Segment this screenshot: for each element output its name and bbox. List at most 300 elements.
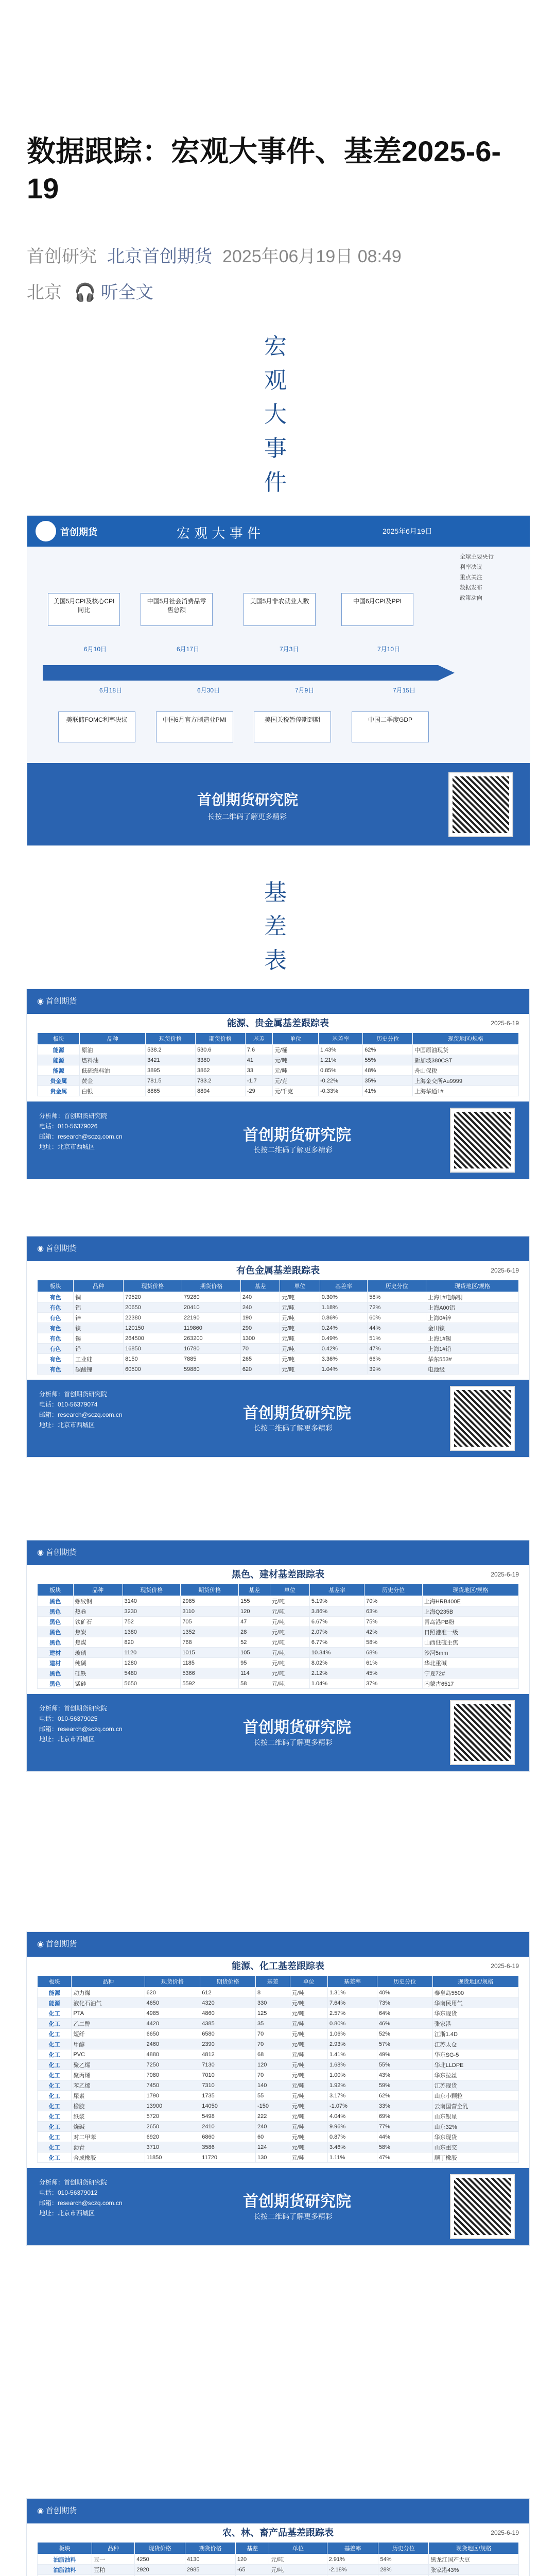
column-header: 板块 (38, 1976, 72, 1988)
column-header: 单位 (290, 1976, 327, 1988)
table-cell: 低硫燃料油 (80, 1065, 146, 1076)
table-cell: 1.68% (328, 2060, 377, 2070)
table-date: 2025-6-19 (491, 1267, 519, 1274)
table-cell: 宁夏72# (422, 1668, 518, 1679)
table-cell: 元/吨 (290, 2039, 327, 2049)
table-cell: 有色 (38, 1292, 74, 1302)
table-cell: 锌 (74, 1313, 124, 1323)
table-cell: 黑色 (38, 1596, 74, 1606)
table-cell: 2.12% (309, 1668, 364, 1679)
table-cell: 783.2 (195, 1076, 245, 1086)
table-cell: 铁矿石 (73, 1617, 123, 1627)
table-title: 农、林、畜产品基差跟踪表 2025-6-19 (27, 2523, 529, 2542)
table-row (38, 1354, 519, 1364)
table-cell: 55% (363, 1055, 413, 1065)
table-cell: 4420 (145, 2019, 200, 2029)
table-cell: 元/吨 (290, 2142, 327, 2153)
table-cell: 纯碱 (73, 1658, 123, 1668)
table-cell: 元/吨 (290, 2153, 327, 2163)
event-date: 6月10日 (84, 646, 107, 653)
table-row (38, 1055, 519, 1065)
table-cell: 1790 (145, 2091, 200, 2101)
table-cell: 263200 (182, 1333, 240, 1344)
table-cell: 能源 (38, 1045, 80, 1055)
table-cell: 2650 (145, 2122, 200, 2132)
table-cell: 1.41% (328, 2049, 377, 2060)
table-footer (27, 2168, 529, 2245)
qr-code (451, 1109, 514, 1172)
table-cell: 元/吨 (280, 1292, 320, 1302)
table-cell: 48% (363, 1065, 413, 1076)
column-header: 基差率 (319, 1033, 363, 1045)
table-cell: 0.80% (328, 2019, 377, 2029)
table-cell: 乙二醇 (72, 2019, 145, 2029)
side-note: 全球主要央行 (460, 554, 494, 560)
table-cell: 化工 (38, 2101, 72, 2111)
table-cell: 42% (364, 1627, 423, 1637)
table-row (38, 2049, 519, 2060)
table-cell: 8.02% (309, 1658, 364, 1668)
table-header-bar: ◉ 首创期货 (27, 1540, 529, 1565)
table-title: 有色金属基差跟踪表 2025-6-19 (27, 1261, 529, 1280)
side-note: 利率决议 (460, 564, 482, 570)
table-cell: 元/千克 (273, 1086, 319, 1096)
event-date: 7月15日 (393, 687, 416, 694)
table-cell: 1.43% (319, 1045, 363, 1055)
table-cell: 元/吨 (270, 1679, 309, 1689)
table-cell: 155 (239, 1596, 270, 1606)
table-cell: 华东SG-5 (432, 2049, 518, 2060)
table-cell: 化工 (38, 2142, 72, 2153)
table-cell: 日照港准一级 (422, 1627, 518, 1637)
table-cell: 元/克 (273, 1076, 319, 1086)
table-row (38, 2019, 519, 2029)
table-cell: 镍 (74, 1323, 124, 1333)
table-cell: 265 (240, 1354, 280, 1364)
table-cell: 8150 (124, 1354, 182, 1364)
table-cell: 20410 (182, 1302, 240, 1313)
table-cell: 元/吨 (290, 2008, 327, 2019)
brand-logo-icon: ◉ (37, 1244, 46, 1253)
table-cell: 3380 (195, 1055, 245, 1065)
table-cell: 张家港43% (429, 2565, 519, 2575)
table-cell: 元/吨 (270, 1637, 309, 1648)
table-row (38, 1596, 519, 1606)
table-cell: 7010 (200, 2070, 256, 2080)
location: 北京 (27, 283, 62, 302)
table-cell: 山东银星 (432, 2111, 518, 2122)
column-header: 板块 (38, 1280, 74, 1292)
table-cell: 元/吨 (290, 2101, 327, 2111)
table-cell: 35% (363, 1076, 413, 1086)
table-cell: 7080 (145, 2070, 200, 2080)
table-cell: 尿素 (72, 2091, 145, 2101)
table-cell: 130 (255, 2153, 290, 2163)
table-cell: 华东现货 (432, 2132, 518, 2142)
table-cell: 1.11% (328, 2153, 377, 2163)
table-cell: 70 (255, 2070, 290, 2080)
table-cell: 燃料油 (80, 1055, 146, 1065)
macro-infographic (27, 515, 530, 846)
basis-table-energy-precious (27, 989, 529, 1179)
table-cell: 橡胶 (72, 2101, 145, 2111)
table-cell: 黑色 (38, 1679, 74, 1689)
table-cell: 5498 (200, 2111, 256, 2122)
headphones-icon: 🎧 (74, 283, 96, 302)
column-header: 单位 (273, 1033, 319, 1045)
table-cell: 52% (377, 2029, 432, 2039)
qr-code (451, 1387, 514, 1450)
table-cell: 70 (240, 1344, 280, 1354)
table-row (38, 1668, 519, 1679)
table-cell: 1.06% (328, 2029, 377, 2039)
table-cell: 黑色 (38, 1617, 74, 1627)
column-header: 基差率 (320, 1280, 368, 1292)
table-cell: 120 (239, 1606, 270, 1617)
table-row (38, 2554, 519, 2565)
table-cell: 820 (123, 1637, 181, 1648)
table-header-bar: ◉ 首创期货 (27, 1236, 529, 1261)
table-cell: 江苏太仓 (432, 2039, 518, 2049)
table-cell: 上海1#电解铜 (426, 1292, 519, 1302)
table-cell: 1735 (200, 2091, 256, 2101)
table-cell: 0.87% (328, 2132, 377, 2142)
table-cell: 有色 (38, 1344, 74, 1354)
table-cell: 油脂油料 (38, 2565, 92, 2575)
table-cell: 5480 (123, 1668, 181, 1679)
table-cell: 530.6 (195, 1045, 245, 1055)
table-cell: 6920 (145, 2132, 200, 2142)
table-cell: 66% (368, 1354, 426, 1364)
side-note: 政策动向 (460, 595, 482, 601)
table-cell: 铜 (74, 1292, 124, 1302)
table-row (38, 1313, 519, 1323)
table-cell: -29 (245, 1086, 273, 1096)
table-cell: 黑龙江国产大豆 (429, 2554, 519, 2565)
column-header: 历史分位 (363, 1033, 413, 1045)
table-cell: 64% (377, 2008, 432, 2019)
column-header: 现货地区/规格 (413, 1033, 519, 1045)
column-header: 现货价格 (135, 2543, 185, 2554)
table-cell: 43% (377, 2070, 432, 2080)
table-cell: 140 (255, 2080, 290, 2091)
macro-header (27, 516, 530, 547)
table-cell: 47% (377, 2153, 432, 2163)
table-cell: 短纤 (72, 2029, 145, 2039)
table-cell: 4812 (200, 2049, 256, 2060)
table-row (38, 2029, 519, 2039)
table-cell: 7.6 (245, 1045, 273, 1055)
table-cell: 化工 (38, 2091, 72, 2101)
table-cell: 0.49% (320, 1333, 368, 1344)
table-cell: 锡 (74, 1333, 124, 1344)
footer-brand: 首创期货研究院 (243, 1719, 351, 1736)
column-header: 板块 (38, 1584, 74, 1596)
brand-logo-icon: ◉ (37, 2506, 46, 2515)
table-cell: PTA (72, 2008, 145, 2019)
table-cell: 60 (255, 2132, 290, 2142)
table-cell: 2920 (135, 2565, 185, 2575)
table-cell: 焦炭 (73, 1627, 123, 1637)
table-cell: 47% (368, 1344, 426, 1354)
table-cell: 8865 (146, 1086, 196, 1096)
column-header: 期货价格 (200, 1976, 256, 1988)
basis-grid (37, 1584, 519, 1689)
table-cell: 222 (255, 2111, 290, 2122)
macro-footer-brand: 首创期货研究院 (197, 792, 299, 808)
event-box: 中国5月社会消费品零售总额 (141, 593, 213, 626)
table-cell: 8 (255, 1988, 290, 1998)
table-cell: 贵金属 (38, 1076, 80, 1086)
table-row (38, 1617, 519, 1627)
footer-sub: 长按二维码了解更多精彩 (253, 2212, 333, 2221)
table-cell: 60% (368, 1313, 426, 1323)
table-cell: 黑色 (38, 1668, 74, 1679)
table-cell: 4250 (135, 2554, 185, 2565)
table-row (38, 1045, 519, 1055)
table-cell: 华南民用气 (432, 1998, 518, 2008)
column-header: 基差率 (328, 1976, 377, 1988)
table-cell: 中国原油现货 (413, 1045, 519, 1055)
table-cell: 元/吨 (280, 1344, 320, 1354)
table-cell: 1380 (123, 1627, 181, 1637)
table-cell: 元/吨 (280, 1302, 320, 1313)
event-date: 6月17日 (177, 646, 200, 653)
table-cell: 69% (377, 2111, 432, 2122)
table-cell: 7.64% (328, 1998, 377, 2008)
table-cell: 3.46% (328, 2142, 377, 2153)
table-row (38, 1292, 519, 1302)
event-box: 中国6月CPI及PPI (341, 593, 413, 626)
table-cell: 5720 (145, 2111, 200, 2122)
table-cell: 63% (364, 1606, 423, 1617)
timeline-arrow (43, 665, 455, 681)
table-cell: 58% (364, 1637, 423, 1648)
table-row (38, 1076, 519, 1086)
table-cell: 75% (364, 1617, 423, 1627)
table-cell: 化工 (38, 2070, 72, 2080)
table-cell: 11720 (200, 2153, 256, 2163)
table-row (38, 2080, 519, 2091)
article-location-row (27, 278, 153, 303)
table-row (38, 1627, 519, 1637)
column-header: 基差 (235, 2543, 269, 2554)
column-header: 现货地区/规格 (422, 1584, 518, 1596)
table-cell: 0.42% (320, 1344, 368, 1354)
table-cell: 1300 (240, 1333, 280, 1344)
table-row (38, 1086, 519, 1096)
table-cell: 元/吨 (270, 1668, 309, 1679)
table-cell: 华东拉丝 (432, 2070, 518, 2080)
table-cell: 6.77% (309, 1637, 364, 1648)
table-cell: 元/桶 (273, 1045, 319, 1055)
table-cell: 264500 (124, 1333, 182, 1344)
table-cell: 7310 (200, 2080, 256, 2091)
table-cell: 55 (255, 2091, 290, 2101)
table-date: 2025-6-19 (491, 1571, 519, 1578)
event-box: 中国二季度GDP (352, 711, 429, 742)
table-cell: 114 (239, 1668, 270, 1679)
table-cell: 元/吨 (270, 1627, 309, 1637)
table-cell: 55% (377, 2060, 432, 2070)
table-cell: 热卷 (73, 1606, 123, 1617)
table-cell: 37% (364, 1679, 423, 1689)
table-cell: 元/吨 (280, 1364, 320, 1375)
table-cell: 120 (235, 2554, 269, 2565)
table-cell: 金川镍 (426, 1323, 519, 1333)
table-cell: 1120 (123, 1648, 181, 1658)
table-cell: 8894 (195, 1086, 245, 1096)
table-cell: 化工 (38, 2111, 72, 2122)
table-cell: 35 (255, 2019, 290, 2029)
table-cell: 1.21% (319, 1055, 363, 1065)
table-cell: 铅 (74, 1344, 124, 1354)
table-cell: 290 (240, 1323, 280, 1333)
table-cell: 华东现货 (432, 2008, 518, 2019)
table-cell: 玻璃 (73, 1648, 123, 1658)
table-cell: 4320 (200, 1998, 256, 2008)
column-header: 现货地区/规格 (432, 1976, 518, 1988)
table-cell: 元/吨 (290, 2060, 327, 2070)
table-cell: 240 (240, 1302, 280, 1313)
table-cell: 上海0#锌 (426, 1313, 519, 1323)
table-cell: 黑色 (38, 1606, 74, 1617)
table-cell: 3110 (181, 1606, 239, 1617)
table-cell: 动力煤 (72, 1988, 145, 1998)
table-cell: 22190 (182, 1313, 240, 1323)
footer-sub: 长按二维码了解更多精彩 (253, 1146, 333, 1154)
table-cell: 0.86% (320, 1313, 368, 1323)
column-header: 现货价格 (124, 1280, 182, 1292)
table-cell: 46% (377, 2019, 432, 2029)
table-cell: 7450 (145, 2080, 200, 2091)
table-cell: 元/吨 (273, 1065, 319, 1076)
table-row (38, 2060, 519, 2070)
table-row (38, 1333, 519, 1344)
table-row (38, 1998, 519, 2008)
table-cell: -150 (255, 2101, 290, 2111)
column-header: 现货价格 (123, 1584, 181, 1596)
column-header: 现货价格 (146, 1033, 196, 1045)
column-header: 现货地区/规格 (426, 1280, 519, 1292)
article-title: 数据跟踪：宏观大事件、基差2025-6-19 (27, 135, 501, 205)
table-row (38, 1679, 519, 1689)
table-cell: 元/吨 (290, 2029, 327, 2039)
table-cell: 620 (145, 1988, 200, 1998)
table-cell: 2.91% (327, 2554, 378, 2565)
table-cell: 元/吨 (280, 1323, 320, 1333)
table-cell: 贵金属 (38, 1086, 80, 1096)
table-cell: 6580 (200, 2029, 256, 2039)
table-cell: 59880 (182, 1364, 240, 1375)
table-row (38, 1364, 519, 1375)
table-cell: 3862 (195, 1065, 245, 1076)
table-row (38, 2070, 519, 2080)
listen-button[interactable]: 🎧 听全文 (74, 283, 153, 302)
table-cell: 1015 (181, 1648, 239, 1658)
table-cell: 1.31% (328, 1988, 377, 1998)
table-cell: 62% (377, 2091, 432, 2101)
contact-info: 分析师：首创期货研究院 电话：010-56379025 邮箱：research@sczq.com.cn 地址：北京市西城区 (39, 1705, 123, 1743)
table-cell: 山东32% (432, 2122, 518, 2132)
table-cell: 液化石油气 (72, 1998, 145, 2008)
brand-logo-icon (36, 521, 56, 541)
event-date: 7月10日 (377, 646, 401, 653)
macro-footer (27, 763, 530, 845)
table-cell: 59% (377, 2080, 432, 2091)
table-cell: 甲醇 (72, 2039, 145, 2049)
table-cell: 0.85% (319, 1065, 363, 1076)
table-cell: 120150 (124, 1323, 182, 1333)
column-header: 品种 (80, 1033, 146, 1045)
event-date: 7月3日 (280, 646, 299, 653)
table-cell: 4.04% (328, 2111, 377, 2122)
table-cell: 烧碱 (72, 2122, 145, 2132)
table-cell: 建材 (38, 1658, 74, 1668)
table-cell: 28 (239, 1627, 270, 1637)
table-cell: 华北LLDPE (432, 2060, 518, 2070)
table-cell: 2985 (185, 2565, 236, 2575)
table-cell: 青岛港PB粉 (422, 1617, 518, 1627)
table-row (38, 2122, 519, 2132)
table-title: 黑色、建材基差跟踪表 2025-6-19 (27, 1565, 529, 1584)
table-cell: 73% (377, 1998, 432, 2008)
table-cell: 上海A00铝 (426, 1302, 519, 1313)
table-cell: 聚丙烯 (72, 2070, 145, 2080)
table-cell: 化工 (38, 2008, 72, 2019)
table-cell: 45% (364, 1668, 423, 1679)
account-link[interactable]: 北京首创期货 (107, 247, 212, 266)
table-cell: 沥青 (72, 2142, 145, 2153)
table-title: 能源、贵金属基差跟踪表 2025-6-19 (27, 1014, 529, 1032)
table-cell: 3586 (200, 2142, 256, 2153)
table-cell: 13900 (145, 2101, 200, 2111)
table-cell: 山东小颗粒 (432, 2091, 518, 2101)
table-header-bar: ◉ 首创期货 (27, 2499, 529, 2523)
table-cell: 3.17% (328, 2091, 377, 2101)
table-cell: 3.36% (320, 1354, 368, 1364)
table-cell: 上海HRB400E (422, 1596, 518, 1606)
column-header: 现货价格 (145, 1976, 200, 1988)
macro-brand: 首创期货 (60, 527, 97, 537)
table-row (38, 2091, 519, 2101)
column-header: 现货地区/规格 (429, 2543, 519, 2554)
table-cell: 79280 (182, 1292, 240, 1302)
table-cell: 焦煤 (73, 1637, 123, 1648)
table-row (38, 1323, 519, 1333)
table-cell: 16780 (182, 1344, 240, 1354)
table-cell: 2.57% (328, 2008, 377, 2019)
table-cell: 元/吨 (270, 1617, 309, 1627)
table-cell: 白银 (80, 1086, 146, 1096)
table-cell: 22380 (124, 1313, 182, 1323)
table-cell: 33% (377, 2101, 432, 2111)
macro-section-title: 宏观大事件 (264, 333, 287, 496)
table-cell: 105 (239, 1648, 270, 1658)
table-cell: 豆一 (92, 2554, 135, 2565)
table-cell: 7250 (145, 2060, 200, 2070)
basis-table-agri (27, 2499, 529, 2576)
table-cell: 3895 (146, 1065, 196, 1076)
table-cell: 47 (239, 1617, 270, 1627)
basis-grid (37, 1975, 519, 2163)
table-cell: 元/吨 (290, 2049, 327, 2060)
table-cell: 14050 (200, 2101, 256, 2111)
table-cell: 72% (368, 1302, 426, 1313)
table-cell: 612 (200, 1988, 256, 1998)
table-cell: 124 (255, 2142, 290, 2153)
table-cell: 0.30% (320, 1292, 368, 1302)
